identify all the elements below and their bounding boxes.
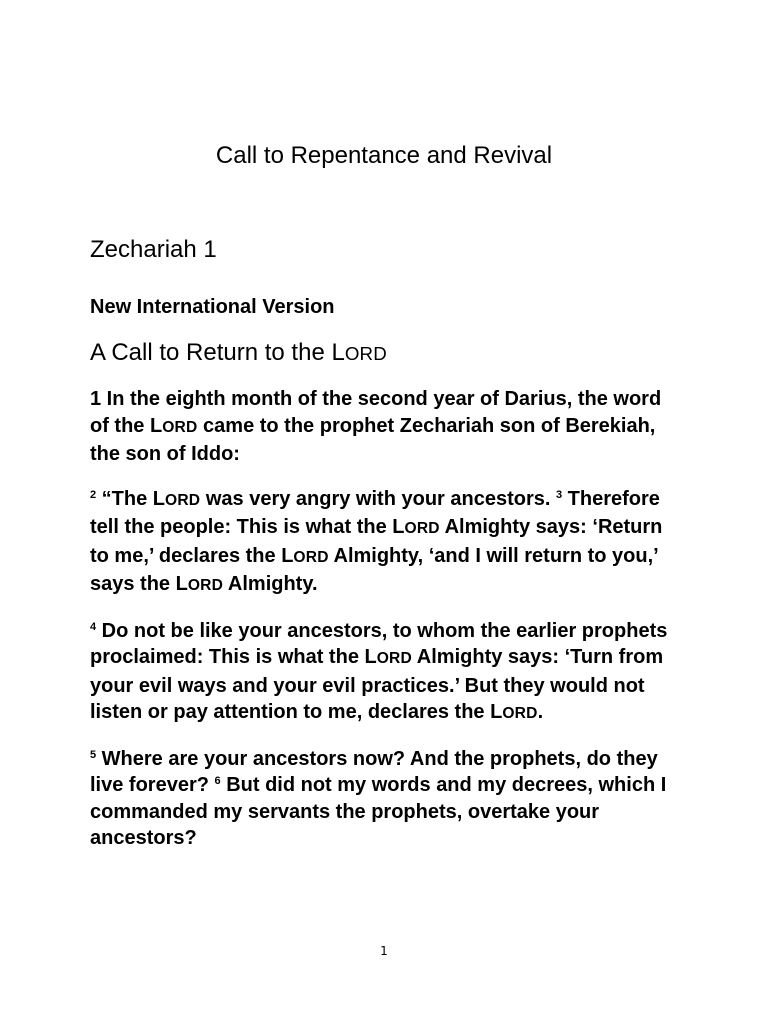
verse-paragraph-4 — [90, 618, 680, 728]
verse-paragraph-1 — [90, 386, 680, 468]
verse-3-text-b: Almighty says: ‘Return to me,’ declares the — [90, 516, 663, 567]
lord-word: LORD — [490, 701, 538, 723]
verse-1-text-b: came to the prophet Zechariah son of Berekiah, the son of Iddo: — [90, 414, 656, 465]
lord-word: LORD — [392, 516, 440, 538]
section-heading-smallcaps: ORD — [344, 343, 387, 364]
lord-word: LORD — [150, 414, 198, 437]
verse-number-5: 5 — [90, 748, 97, 761]
verse-6-text-a: But did not my words and my decrees, which I commanded my servants the prophets, overtake your ancestors? — [90, 774, 667, 849]
verse-2-text-b: was very angry with your ancestors. — [200, 487, 556, 510]
lord-word: LORD — [175, 573, 224, 595]
verse-number-4: 4 — [90, 620, 97, 633]
verse-number-1: 1 — [90, 388, 102, 410]
verse-4-text-c: . — [537, 701, 544, 723]
verse-4-text-b: Almighty says: ‘Turn from your evil ways and your evil practices.’ But they would not listen or pay attention to me, declares the — [90, 646, 664, 723]
page-number: 1 — [380, 944, 388, 958]
lord-word: LORD — [364, 646, 412, 668]
lord-word: LORD — [281, 544, 329, 567]
verse-2-text-a: “The — [96, 487, 153, 510]
verse-number-6: 6 — [214, 775, 221, 787]
verse-number-2: 2 — [90, 488, 97, 501]
lord-word: LORD — [152, 487, 201, 510]
page-title: Call to Repentance and Revival — [215, 142, 553, 169]
book-title: Zechariah 1 — [90, 236, 217, 263]
verse-number-3: 3 — [555, 488, 563, 501]
section-heading-text: A Call to Return to the L — [90, 339, 345, 366]
verse-3-text-a: Therefore tell the people: This is what the — [90, 487, 660, 538]
verse-3-text-d: Almighty. — [223, 573, 318, 595]
verse-3-text-c: Almighty, ‘and I will return to you,’ says the — [90, 544, 658, 595]
verse-paragraph-2 — [90, 486, 680, 600]
verse-body — [90, 386, 680, 870]
verse-paragraph-5 — [90, 746, 680, 852]
verse-4-text-a: Do not be like your ancestors, to whom the earlier prophets proclaimed: This is what the — [90, 619, 668, 668]
verse-1-text-a: In the eighth month of the second year of Darius, the word of the — [90, 388, 662, 437]
verse-5-text-a: Where are your ancestors now? And the prophets, do they live forever? — [90, 747, 658, 796]
bible-version: New International Version — [90, 296, 335, 318]
section-heading — [90, 338, 387, 369]
